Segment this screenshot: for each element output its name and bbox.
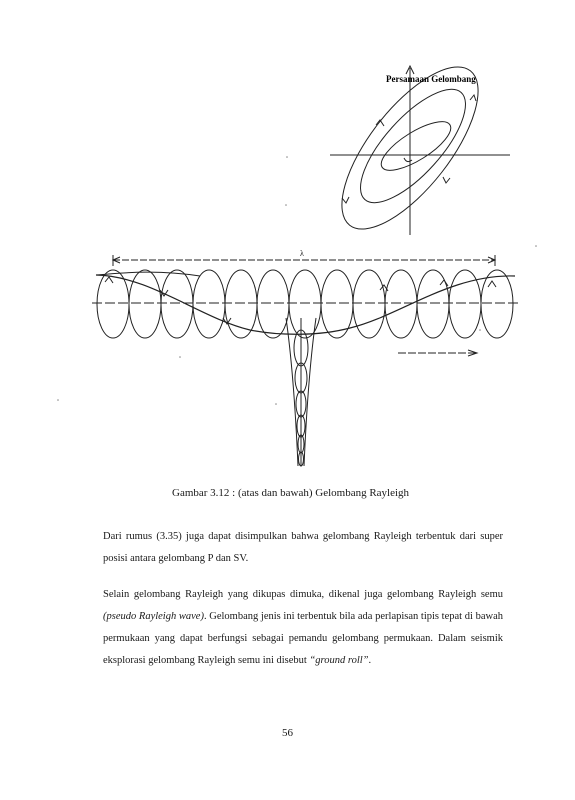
particle-ellipse [481,270,513,338]
funnel-line-left [286,318,298,466]
particle-ellipse [97,270,129,338]
direction-mark [440,280,448,286]
lambda-symbol: λ [300,249,304,258]
origin-mark [404,158,412,162]
paragraph-2 [103,584,503,672]
particle-ellipse [129,270,161,338]
direction-mark [470,95,476,101]
direction-mark [342,197,349,203]
particle-ellipse [193,270,225,338]
particle-ellipse [321,270,353,338]
paragraph-2-quoted-term: “ground roll” [309,655,369,666]
paragraph-2-text-b: . Gelombang jenis ini terbentuk bila ada perlapisan tipis tepat di bawah permukaan yang dapat berfungsi sebagai pemandu gelombang permukaan. Dalam seismik eksplorasi gelombang Rayleigh semu ini disebut [103,611,503,666]
direction-mark [105,277,113,283]
wavelength-marker [113,255,495,266]
surface-wave-diagram [92,270,520,466]
figure-label: Persamaan Gelombang [386,74,476,84]
middle-ellipse [344,74,482,218]
particle-ellipse [289,270,321,338]
direction-mark [443,177,450,183]
figure-caption: Gambar 3.12 : (atas dan bawah) Gelombang Rayleigh [172,487,410,499]
paragraph-2-text-c: . [368,655,372,666]
particle-ellipse [161,270,193,338]
ellipse-row [97,270,513,338]
direction-mark [488,281,496,287]
wave-curve-upper [96,272,200,276]
inner-ellipse [375,113,458,179]
funnel-line-right [304,318,316,466]
particle-ellipse [257,270,289,338]
page-number: 56 [282,727,293,739]
paragraph-2-italic-term: (pseudo Rayleigh wave) [103,611,204,622]
paragraph-2-text-a: Selain gelombang Rayleigh yang dikupas dimuka, dikenal juga gelombang Rayleigh semu [103,589,503,600]
particle-ellipse [353,270,385,338]
paragraph-1: Dari rumus (3.35) juga dapat disimpulkan bahwa gelombang Rayleigh terbentuk dari super posisi antara gelombang P dan SV. [103,531,503,564]
depth-ellipse-column [286,318,316,466]
